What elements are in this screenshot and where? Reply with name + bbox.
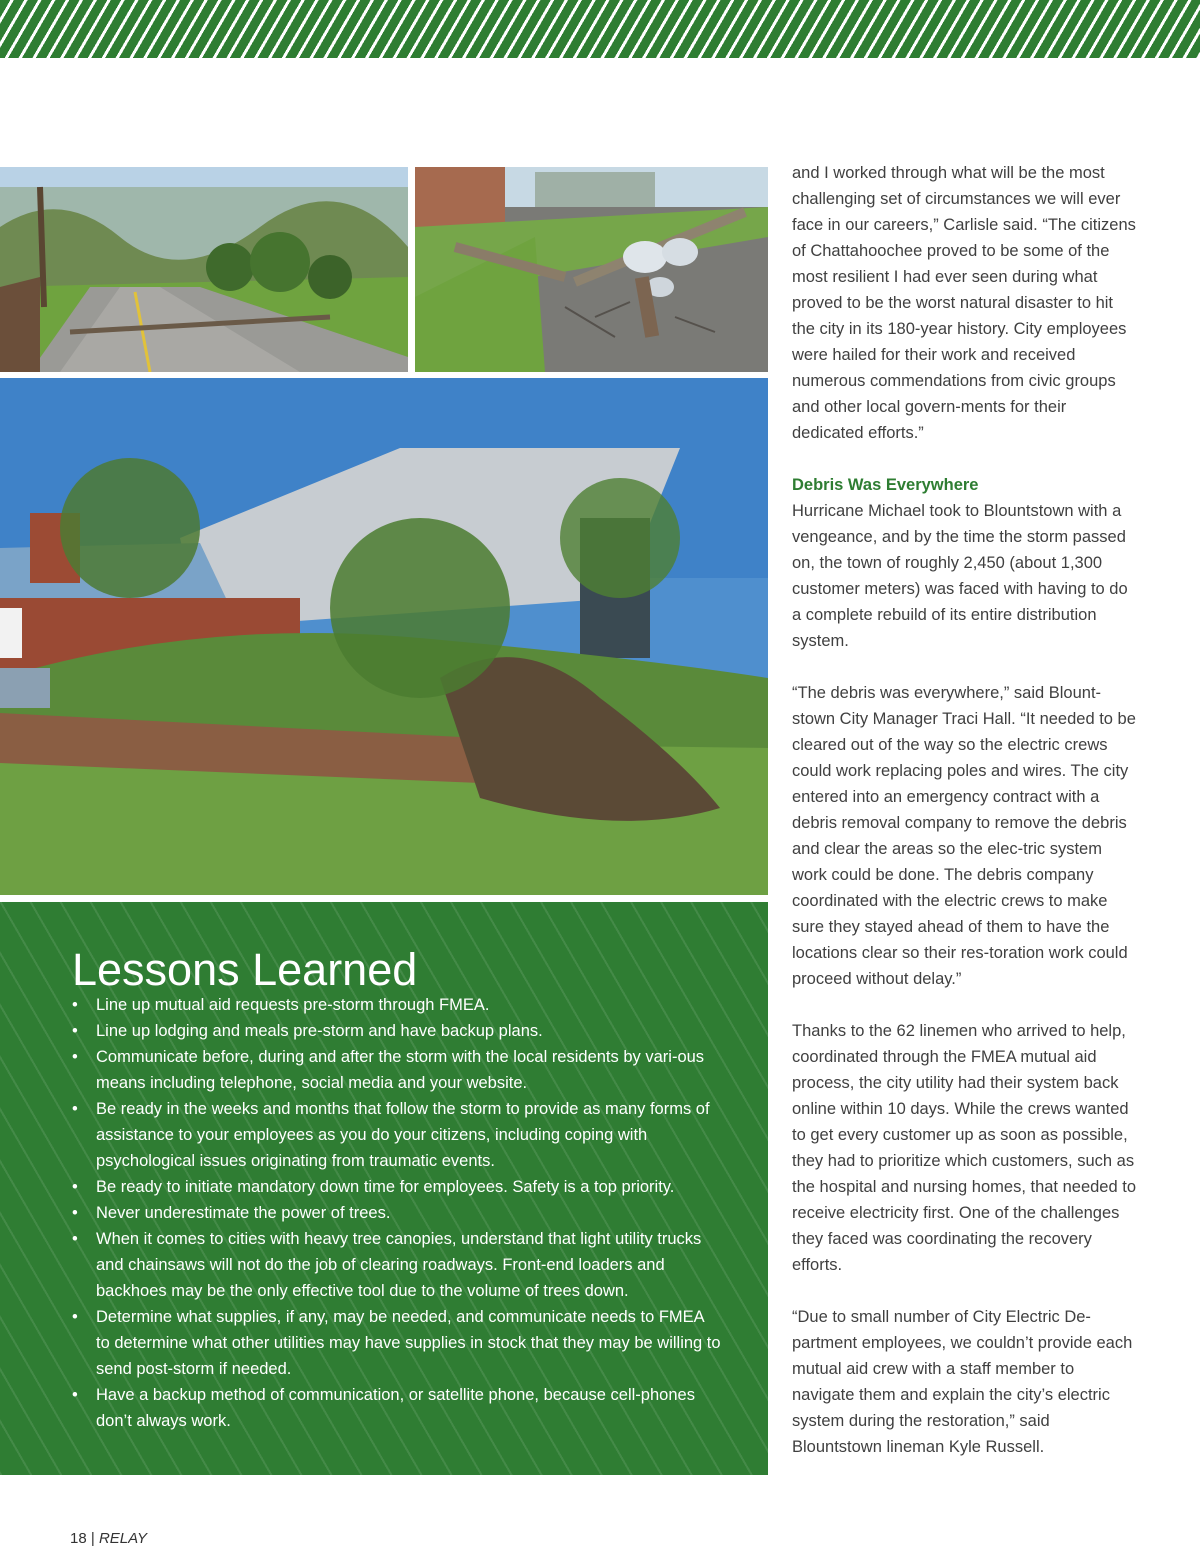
article-column — [792, 160, 1137, 1486]
article-paragraph: and I worked through what will be the most challenging set of circumstances we will ever face in our careers,” Carlisle said. “The citizens of Chattahoochee proved to be some of the most resilient I had ever seen during what proved to be the worst natural disaster to hit the city in its 180-year history. City employees were hailed for their work and received numerous commendations from civic groups and other local govern-ments for their dedicated efforts.” — [792, 164, 1136, 442]
top-stripe-band — [0, 0, 1200, 58]
bullet: • — [72, 1100, 78, 1118]
lessons-learned-title: Lessons Learned — [72, 944, 418, 995]
lesson-text: Line up mutual aid requests pre-storm through FMEA. — [96, 996, 490, 1014]
list-item — [72, 1018, 722, 1044]
bullet: • — [72, 1308, 78, 1326]
footer-separator: | — [90, 1530, 95, 1547]
article-paragraph: Hurricane Michael took to Blountstown with a vengeance, and by the time the storm passed on, the town of roughly 2,450 (about 1,300 customer meters) was faced with having to do a complete rebuild of its entire distribution system. — [792, 502, 1128, 650]
lesson-text: When it comes to cities with heavy tree canopies, understand that light utility trucks and chainsaws will not do the job of clearing roadways. Front-end loaders and backhoes may be the only effective tool due to the volume of trees down. — [96, 1230, 702, 1300]
bullet: • — [72, 1178, 78, 1196]
list-item — [72, 1226, 722, 1304]
page-footer — [70, 1530, 147, 1547]
lesson-text: Never underestimate the power of trees. — [96, 1204, 391, 1222]
list-item — [72, 1382, 722, 1434]
page-number: 18 — [70, 1530, 87, 1547]
photo-downed-poles-street — [0, 167, 408, 372]
section-heading: Debris Was Everywhere — [792, 476, 979, 494]
lesson-text: Communicate before, during and after the storm with the local residents by vari-ous means including telephone, social media and your website. — [96, 1048, 705, 1092]
list-item — [72, 1304, 722, 1382]
bullet: • — [72, 1386, 78, 1404]
photo-fallen-pole-transformers — [415, 167, 768, 372]
list-item — [72, 1200, 722, 1226]
lesson-text: Be ready in the weeks and months that follow the storm to provide as many forms of assistance to your employees as you do your citizens, including coping with psychological issues originating from traumatic events. — [96, 1100, 710, 1170]
article-paragraph: “Due to small number of City Electric De-partment employees, we couldn’t provide each mutual aid crew with a staff member to navigate them and explain the city’s electric system during the restoration,” said Blountstown lineman Kyle Russell. — [792, 1308, 1133, 1456]
list-item — [72, 1174, 722, 1200]
list-item — [72, 1096, 722, 1174]
list-item — [72, 992, 722, 1018]
article-paragraph: Thanks to the 62 linemen who arrived to help, coordinated through the FMEA mutual aid process, the city utility had their system back online within 10 days. While the crews wanted to get every customer up as soon as possible, they had to prioritize which customers, such as the hospital and nursing homes, that needed to receive electricity first. One of the challenges they faced was coordinating the recovery efforts. — [792, 1022, 1136, 1274]
bullet: • — [72, 1230, 78, 1248]
article-paragraph: “The debris was everywhere,” said Blount-stown City Manager Traci Hall. “It needed to be cleared out of the way so the electric crews could work replacing poles and wires. The city entered into an emergency contract with a debris removal company to remove the debris and clear the areas so the elec-tric system work could be done. The debris company coordinated with the electric crews to make sure they stayed ahead of them to have the locations clear so their res-toration work could proceed without delay.” — [792, 684, 1136, 988]
lessons-learned-list — [72, 992, 722, 1434]
list-item — [72, 1044, 722, 1096]
bullet: • — [72, 1022, 78, 1040]
lesson-text: Have a backup method of communication, or satellite phone, because cell-phones don’t always work. — [96, 1386, 695, 1430]
bullet: • — [72, 996, 78, 1014]
publication-name: RELAY — [98, 1530, 148, 1547]
lesson-text: Determine what supplies, if any, may be needed, and communicate needs to FMEA to determine what other utilities may have supplies in stock that they may be willing to send post-storm if needed. — [96, 1308, 721, 1378]
lesson-text: Be ready to initiate mandatory down time for employees. Safety is a top priority. — [96, 1178, 675, 1196]
photo-uprooted-tree-house — [0, 378, 768, 895]
bullet: • — [72, 1204, 78, 1222]
lesson-text: Line up lodging and meals pre-storm and have backup plans. — [96, 1022, 543, 1040]
lessons-learned-box — [0, 902, 768, 1475]
bullet: • — [72, 1048, 78, 1066]
